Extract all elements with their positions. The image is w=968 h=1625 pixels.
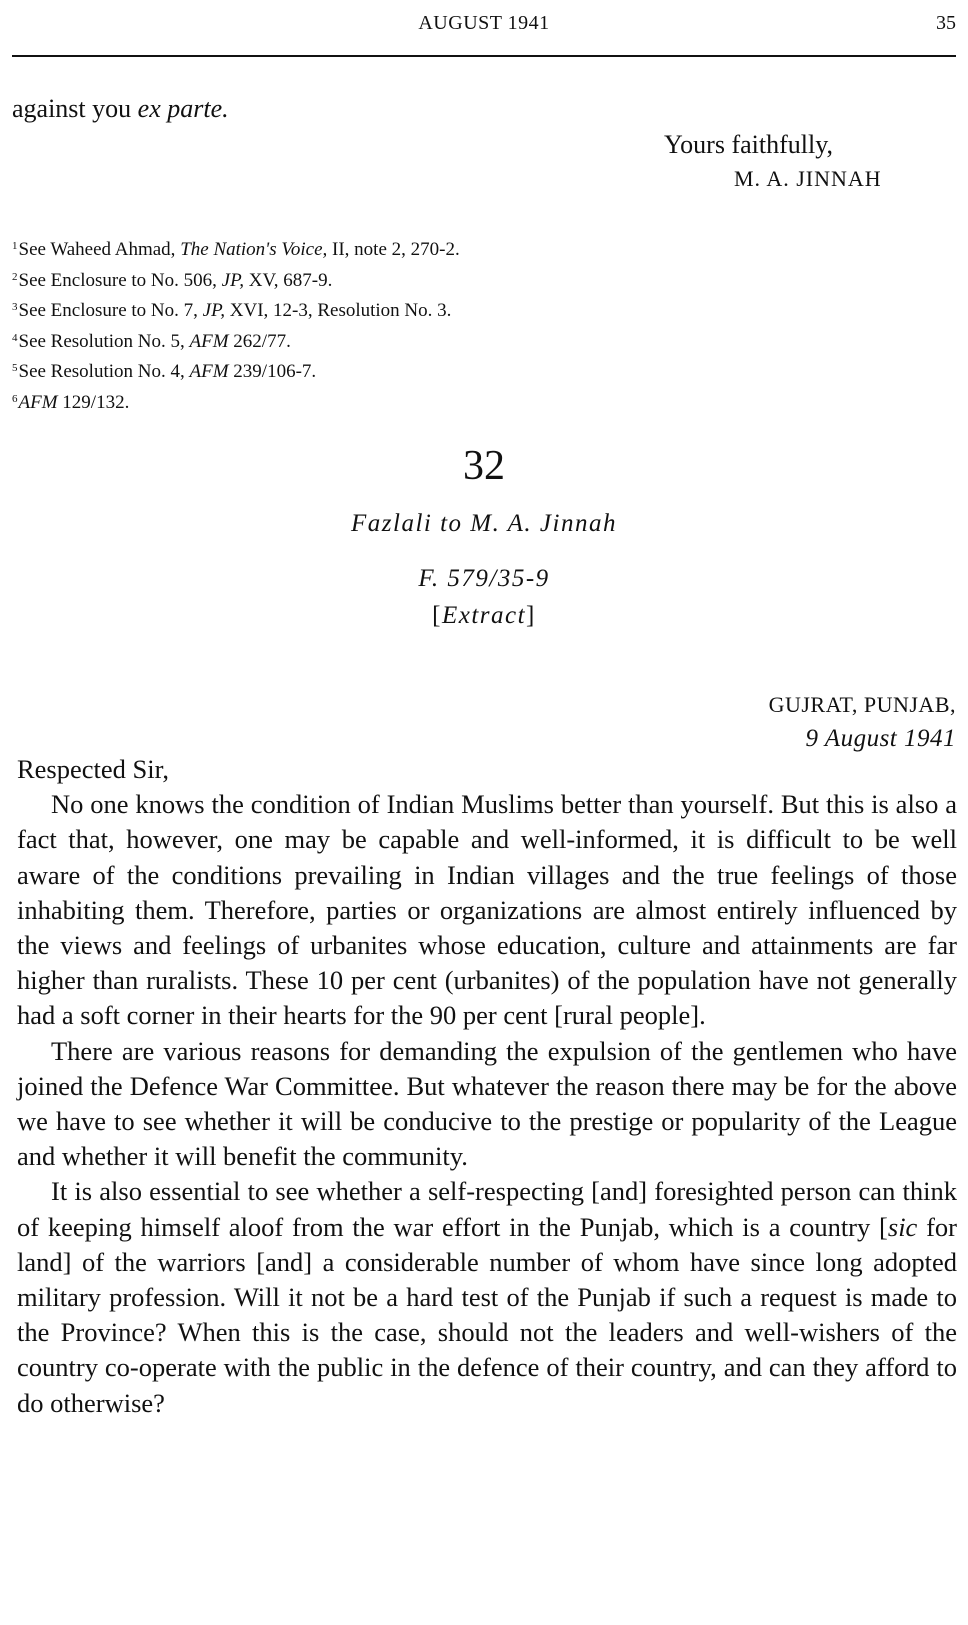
footnote: $^2$See Enclosure to No. 506, JP, XV, 687-9. (12, 269, 333, 291)
body-paragraph: There are various reasons for demanding the expulsion of the gentlemen who have joined the Defence War Committee. But whatever the reason there may be for the above we have to see whether it will be conducive to the prestige or popularity of the League and whether it will benefit the community. (17, 1035, 957, 1172)
document-number: 32 (463, 443, 505, 489)
salutation: Respected Sir, (17, 754, 170, 784)
continuation-italic: ex parte. (137, 94, 229, 123)
footnote: $^6$AFM 129/132. (12, 391, 130, 413)
footnote: $^4$See Resolution No. 5, AFM 262/77. (12, 330, 291, 352)
document-title: Fazlali to M. A. Jinnah (351, 510, 617, 537)
letter-continuation (12, 94, 229, 124)
footnote: $^1$See Waheed Ahmad, The Nation's Voice, II, note 2, 270-2. (12, 239, 460, 260)
extract-label: [Extract] (432, 602, 536, 629)
continuation-text: against you (12, 94, 138, 123)
running-title: AUGUST 1941 (418, 12, 550, 34)
letter-body (17, 752, 957, 1421)
page-header (12, 12, 956, 42)
letter-place: GUJRAT, PUNJAB, (768, 692, 956, 717)
letter-place-date (769, 688, 956, 756)
letter-date: 9 August 1941 (805, 725, 956, 752)
body-paragraph: No one knows the condition of Indian Muslims better than yourself. But this is also a fact that, however, one may be capable and well-informed, it is difficult to be well aware of the conditions prevailing in Indian villages and the true feelings of those inhabiting them. Therefore, parties or organizations are almost entirely influenced by the views and feelings of urbanites whose education, culture and attainments are far higher than ruralists. These 10 per cent (urbanites) of the population have not generally had a soft corner in their hearts for the 90 per cent [rural people]. (17, 789, 957, 1031)
page-number: 35 (936, 12, 956, 34)
file-reference: F. 579/35-9 (418, 565, 550, 592)
footnote: $^3$See Enclosure to No. 7, JP, XVI, 12-3, Resolution No. 3. (12, 300, 452, 321)
letter-signature: M. A. JINNAH (734, 166, 882, 191)
footnotes (12, 233, 460, 416)
footnote: $^5$See Resolution No. 4, AFM 239/106-7. (12, 361, 317, 382)
header-rule (12, 55, 956, 57)
letter-closing: Yours faithfully, (664, 130, 834, 159)
body-paragraph: It is also essential to see whether a self-respecting [and] foresighted person can think of keeping himself aloof from the war effort in the Punjab, which is a country [sic for land] of the warriors [and] a considerable number of whom have since long adopted military profession. Will it not be a hard test of the Punjab if such a request is made to the Province? When this is the case, should not the leaders and well-wishers of the country co-operate with the public in the defence of their country, and can they afford to do otherwise? (17, 1176, 957, 1418)
